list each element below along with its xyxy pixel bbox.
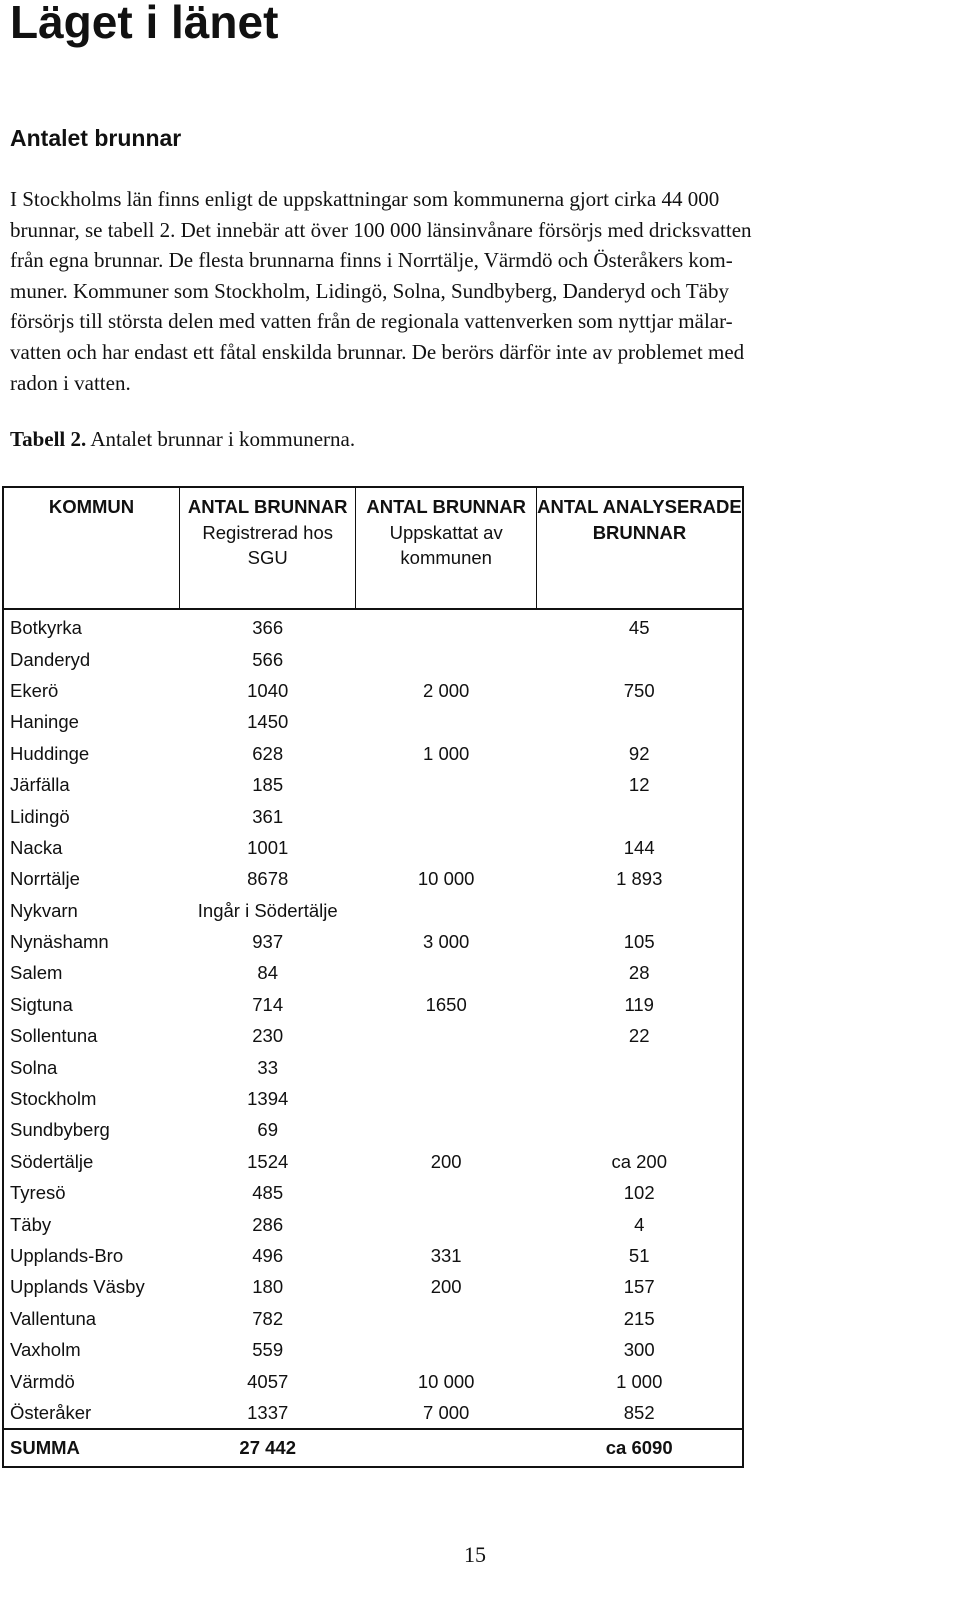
table-row	[3, 1240, 743, 1271]
cell-kommun: Vallentuna	[10, 1307, 97, 1329]
cell-registered: 1524	[247, 1150, 289, 1172]
table-row	[3, 1271, 743, 1302]
cell-kommun: Södertälje	[10, 1150, 94, 1172]
table-row	[3, 832, 743, 863]
cell-kommun: Järfälla	[10, 774, 70, 796]
cell-kommun: Nacka	[10, 836, 63, 858]
cell-analysed	[536, 1083, 743, 1114]
cell-estimated	[356, 1020, 536, 1051]
table-row	[3, 1177, 743, 1208]
header-kommun-label: KOMMUN	[48, 496, 135, 517]
total-estimated	[356, 1429, 536, 1467]
cell-analysed: 28	[628, 962, 650, 984]
table-row	[3, 957, 743, 988]
cell-kommun: Värmdö	[10, 1370, 75, 1392]
cell-kommun: Täby	[10, 1213, 52, 1235]
cell-kommun: Solna	[10, 1056, 58, 1078]
table-caption-text: Antalet brunnar i kommunerna.	[86, 427, 356, 451]
cell-analysed: 144	[623, 836, 655, 858]
cell-analysed: 1 000	[616, 1370, 663, 1392]
header-estimated	[356, 487, 536, 609]
cell-estimated	[356, 1051, 536, 1082]
cell-kommun: Upplands-Bro	[10, 1245, 124, 1266]
cell-analysed: 45	[628, 617, 650, 639]
table-row	[3, 1051, 743, 1082]
cell-estimated: 1 000	[423, 742, 470, 764]
cell-analysed: 4	[634, 1213, 645, 1235]
table-row	[3, 738, 743, 769]
cell-analysed	[536, 643, 743, 674]
cell-estimated: 10 000	[417, 1370, 475, 1392]
table-row	[3, 675, 743, 706]
cell-registered: 566	[252, 648, 284, 670]
table-row	[3, 800, 743, 831]
cell-estimated	[356, 769, 536, 800]
cell-kommun: Sundbyberg	[10, 1119, 110, 1141]
cell-registered: 1450	[247, 711, 289, 733]
table-row	[3, 1020, 743, 1051]
cell-kommun: Sigtuna	[10, 993, 73, 1015]
table-header-row	[3, 487, 743, 609]
cell-registered: 366	[252, 617, 284, 639]
cell-analysed	[536, 1114, 743, 1145]
table-row	[3, 1303, 743, 1334]
cell-registered: 185	[252, 774, 284, 796]
cell-estimated: 3 000	[423, 931, 470, 953]
cell-kommun: Vaxholm	[10, 1339, 81, 1361]
cell-analysed: 22	[628, 1025, 650, 1047]
cell-estimated	[356, 895, 536, 926]
cell-estimated: 1650	[425, 993, 467, 1015]
cell-kommun: Haninge	[10, 711, 79, 733]
header-registered-sub: Registrerad hos SGU	[202, 521, 333, 568]
cell-analysed	[536, 895, 743, 926]
cell-analysed: ca 200	[611, 1150, 667, 1172]
header-estimated-sub: Uppskattat av kommunen	[389, 521, 503, 568]
cell-analysed	[536, 800, 743, 831]
cell-registered: 1001	[247, 836, 289, 858]
cell-estimated: 331	[430, 1245, 462, 1266]
cell-estimated	[356, 609, 536, 643]
cell-analysed: 92	[628, 742, 650, 764]
table-row	[3, 609, 743, 643]
cell-analysed: 119	[624, 993, 654, 1015]
cell-kommun: Österåker	[10, 1401, 92, 1423]
cell-kommun: Danderyd	[10, 648, 91, 670]
header-analysed	[536, 487, 743, 609]
cell-estimated	[356, 832, 536, 863]
page-number: 15	[464, 1542, 486, 1567]
cell-estimated: 2 000	[423, 679, 470, 701]
wells-table	[2, 486, 744, 1468]
cell-registered: 559	[252, 1339, 284, 1361]
cell-registered: 361	[252, 805, 284, 827]
cell-estimated	[356, 706, 536, 737]
cell-analysed	[536, 1051, 743, 1082]
cell-registered: 286	[252, 1213, 284, 1235]
cell-estimated	[356, 957, 536, 988]
table-row	[3, 863, 743, 894]
section-heading: Antalet brunnar	[10, 125, 182, 151]
cell-kommun: Nynäshamn	[10, 931, 109, 953]
paragraph-line: I Stockholms län finns enligt de uppskattningar som kommunerna gjort cirka 44 000	[10, 187, 720, 211]
cell-estimated	[356, 1083, 536, 1114]
table-row	[3, 1146, 743, 1177]
cell-kommun: Sollentuna	[10, 1025, 98, 1047]
table-row	[3, 1334, 743, 1365]
header-analysed-label: ANTAL ANALYSERADE BRUNNAR	[537, 496, 742, 543]
cell-estimated: 200	[430, 1276, 462, 1298]
cell-registered: 714	[252, 993, 284, 1015]
cell-analysed: 1 893	[616, 868, 663, 890]
cell-registered: 69	[257, 1119, 278, 1141]
table-row	[3, 926, 743, 957]
table-row	[3, 643, 743, 674]
cell-kommun: Huddinge	[10, 742, 90, 764]
cell-analysed	[536, 706, 743, 737]
cell-estimated	[356, 1334, 536, 1365]
total-analysed: ca 6090	[536, 1429, 743, 1467]
header-registered-label: ANTAL BRUNNAR	[187, 496, 348, 517]
table-caption	[10, 424, 355, 454]
cell-analysed: 102	[623, 1182, 655, 1204]
cell-estimated	[356, 1208, 536, 1239]
table-row	[3, 895, 743, 926]
cell-estimated	[356, 1177, 536, 1208]
cell-kommun: Nykvarn	[10, 899, 78, 921]
cell-registered: 1040	[247, 679, 289, 701]
table-body	[3, 609, 743, 1429]
cell-registered: 1394	[247, 1088, 289, 1110]
cell-registered: 1337	[247, 1401, 289, 1423]
cell-estimated	[356, 643, 536, 674]
cell-estimated: 10 000	[417, 868, 475, 890]
paragraph-line: muner. Kommuner som Stockholm, Lidingö, Solna, Sundbyberg, Danderyd och Täby	[10, 278, 729, 303]
cell-registered: 4057	[247, 1370, 289, 1392]
header-estimated-label: ANTAL BRUNNAR	[366, 496, 526, 517]
cell-kommun: Stockholm	[10, 1088, 97, 1110]
cell-kommun: Tyresö	[10, 1182, 66, 1204]
cell-analysed: 157	[623, 1276, 655, 1298]
cell-registered: 84	[257, 962, 278, 984]
body-paragraph	[10, 184, 940, 398]
cell-kommun: Ekerö	[10, 679, 59, 701]
page-title: Läget i länet	[10, 0, 279, 48]
header-registered	[179, 487, 355, 609]
cell-analysed: 51	[628, 1245, 650, 1266]
table-row	[3, 1365, 743, 1396]
cell-registered: Ingår i Södertälje	[197, 899, 338, 921]
cell-kommun: Botkyrka	[10, 617, 82, 639]
cell-estimated	[356, 1114, 536, 1145]
cell-analysed: 300	[623, 1339, 655, 1361]
table-row	[3, 989, 743, 1020]
cell-registered: 230	[252, 1025, 284, 1047]
table-row	[3, 1208, 743, 1239]
cell-kommun: Salem	[10, 962, 63, 984]
paragraph-line: försörjs till största delen med vatten från de regionala vattenverken som nyttjar mälar-	[10, 309, 733, 334]
table-total-row	[3, 1429, 743, 1467]
table-row	[3, 769, 743, 800]
cell-registered: 628	[252, 742, 284, 764]
cell-analysed: 852	[623, 1401, 655, 1423]
cell-kommun: Norrtälje	[10, 868, 80, 890]
cell-analysed: 12	[628, 774, 650, 796]
table-caption-label: Tabell 2.	[10, 427, 87, 451]
cell-registered: 33	[257, 1056, 278, 1078]
paragraph-line: vatten och har endast ett fåtal enskilda brunnar. De berörs därför inte av problemet med	[10, 339, 745, 364]
cell-estimated	[356, 1303, 536, 1334]
cell-registered: 496	[252, 1245, 284, 1266]
table-row	[3, 1083, 743, 1114]
paragraph-line: från egna brunnar. De flesta brunnarna finns i Norrtälje, Värmdö och Österåkers kom-	[10, 248, 733, 273]
cell-estimated: 200	[430, 1150, 462, 1172]
cell-kommun: Upplands Väsby	[10, 1276, 145, 1298]
paragraph-line: brunnar, se tabell 2. Det innebär att över 100 000 länsinvånare försörjs med dricksvatten	[10, 217, 752, 242]
cell-kommun: Lidingö	[10, 805, 70, 827]
header-kommun	[3, 487, 179, 609]
cell-registered: 485	[252, 1182, 284, 1204]
cell-estimated: 7 000	[423, 1401, 470, 1423]
cell-registered: 180	[252, 1276, 284, 1298]
cell-analysed: 750	[623, 679, 655, 701]
table-row	[3, 1397, 743, 1429]
cell-analysed: 105	[623, 931, 655, 953]
cell-registered: 782	[252, 1307, 284, 1329]
cell-registered: 937	[252, 931, 284, 953]
table-row	[3, 706, 743, 737]
paragraph-line: radon i vatten.	[10, 370, 131, 395]
total-registered: 27 442	[179, 1429, 355, 1467]
table-row	[3, 1114, 743, 1145]
cell-estimated	[356, 800, 536, 831]
total-label: SUMMA	[3, 1429, 179, 1467]
cell-analysed: 215	[623, 1307, 655, 1329]
cell-registered: 8678	[247, 868, 289, 890]
